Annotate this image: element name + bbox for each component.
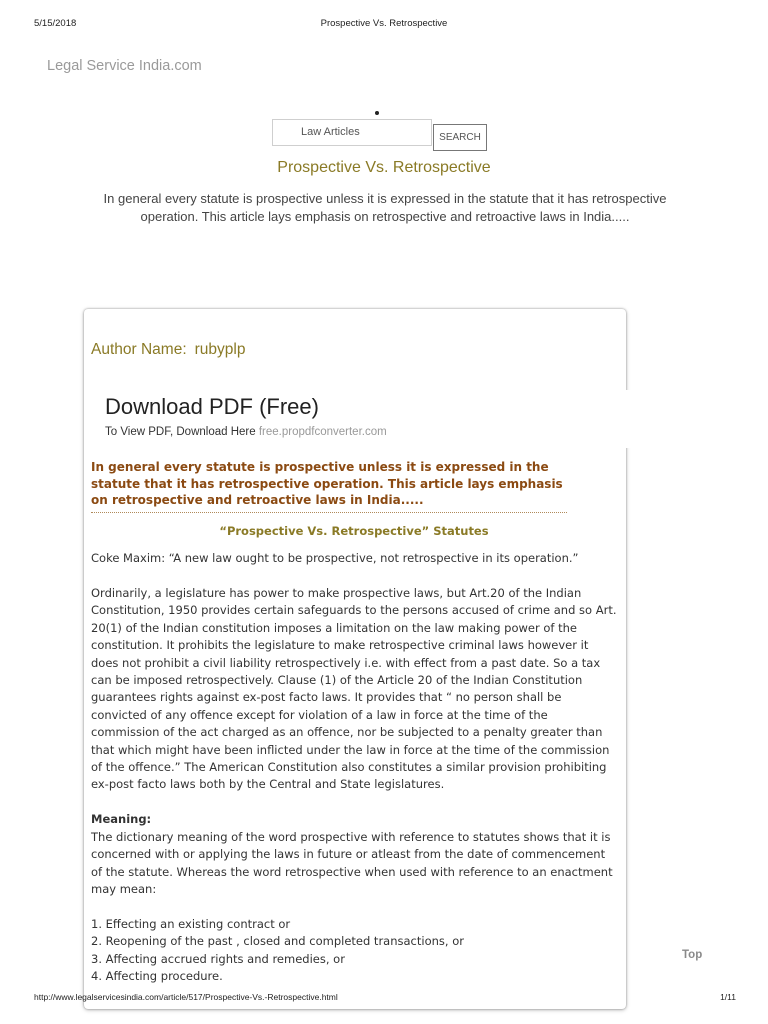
list-item: 3. Affecting accrued rights and remedies, or xyxy=(91,951,345,966)
author-name[interactable]: rubyplp xyxy=(194,341,246,358)
page-title: Prospective Vs. Retrospective xyxy=(277,159,491,176)
download-pdf-subtitle[interactable] xyxy=(105,426,415,438)
pdf-link[interactable]: free.propdfconverter.com xyxy=(258,426,387,438)
search-button[interactable]: SEARCH xyxy=(433,124,487,151)
list-item: 2. Reopening of the past , closed and completed transactions, or xyxy=(91,934,464,949)
bullet-dot xyxy=(375,111,379,115)
download-pdf-title[interactable]: Download PDF (Free) xyxy=(105,394,319,419)
author-label: Author Name: xyxy=(91,341,187,358)
meaning-paragraph: The dictionary meaning of the word prospective with reference to statutes shows that it is concerned with or applying the laws in future or atleast from the date of commencement of the statute. Whereas the word retrospective when used with reference to an enactment may mean: xyxy=(91,830,613,897)
author-line xyxy=(91,341,245,359)
meaning-list xyxy=(91,916,618,986)
print-date: 5/15/2018 xyxy=(34,18,77,29)
site-logo-text[interactable]: Legal Service India.com xyxy=(47,58,202,74)
section-heading: “Prospective Vs. Retrospective” Statutes xyxy=(219,524,489,538)
pdf-subtitle-text: To View PDF, Download Here xyxy=(105,426,256,438)
list-item: 1. Effecting an existing contract or xyxy=(91,917,291,931)
print-url: http://www.legalservicesindia.com/article/517/Prospective-Vs.-Retrospective.html xyxy=(34,992,338,1002)
article-paragraph: Ordinarily, a legislature has power to make prospective laws, but Art.20 of the Indian Constitution, 1950 provides certain safeguards to the persons accused of crime and so Art. 20(1) of the Indian constitution imposes a limitation on the law making power of the constitution. It prohibits the legislature to make retrospective criminal laws however it does not prohibit a civil liability retrospectively i.e. with effect from a past date. So a tax can be imposed retrospectively. Clause (1) of the Article 20 of the Indian Constitution guarantees rights against ex-post facto laws. It provides that “ no person shall be convicted of any offence except for violation of a law in force at the time of the commission of the act charged as an offence, nor be subjected to a penalty greater than that which might have been inflicted under the law in force at the time of the commission of the offence.” The American Constitution also constitutes a similar provision prohibiting ex-post facto laws both by the Central and State legislatures. xyxy=(91,586,617,792)
intro-text: In general every statute is prospective unless it is expressed in the statute that it has retrospective operation. This article lays emphasis on retrospective and retroactive laws in India..... xyxy=(103,191,667,224)
list-item: 4. Affecting procedure. xyxy=(91,969,223,984)
article-lead: In general every statute is prospective unless it is expressed in the statute that it has retrospective operation. This article lays emphasis on retrospective and retroactive laws in India..... xyxy=(91,459,567,513)
back-to-top-link[interactable]: Top xyxy=(682,949,703,961)
print-title: Prospective Vs. Retrospective xyxy=(320,18,448,29)
search-input[interactable]: Law Articles xyxy=(272,119,432,146)
coke-maxim-quote: Coke Maxim: “A new law ought to be prospective, not retrospective in its operation.” xyxy=(91,551,579,565)
print-page-number: 1/11 xyxy=(720,992,736,1002)
print-header xyxy=(0,18,768,32)
print-footer xyxy=(0,992,768,1006)
meaning-label: Meaning: xyxy=(91,812,152,826)
